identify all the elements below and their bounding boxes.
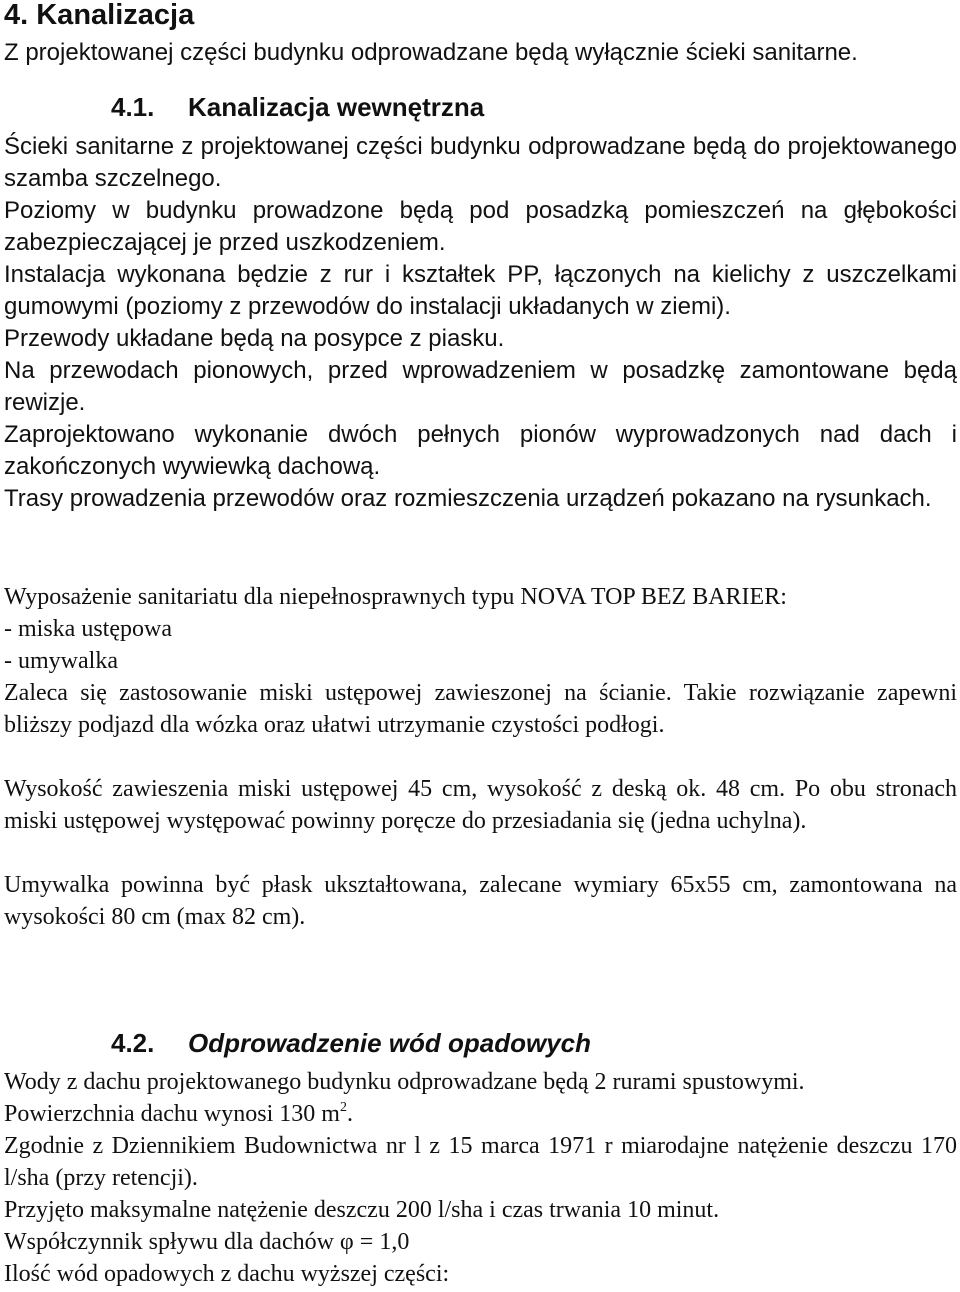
paragraph-vent-stacks: Zaprojektowano wykonanie dwóch pełnych pionów wyprowadzonych nad dach i zakończonych wywiewką dachową. [4,421,957,480]
paragraph-rain-intensity: Zgodnie z Dziennikiem Budownictwa nr l z 15 marca 1971 r miarodajne natężenie deszczu 170 l/sha (przy retencji). [4,1133,957,1191]
paragraph-installation: Instalacja wykonana będzie z rur i kształtek PP, łączonych na kielichy z uszczelkami gumowymi (poziomy z przewodów do instalacji układanych w ziemi). [4,261,957,320]
paragraph-downpipes: Wody z dachu projektowanego budynku odprowadzane będą 2 rurami spustowymi. [4,1069,805,1095]
paragraph-inspection: Na przewodach pionowych, przed wprowadzeniem w posadzkę zamontowane będą rewizje. [4,357,957,416]
subsection-title: Odprowadzenie wód opadowych [188,1028,592,1058]
sanitary-heading: Wyposażenie sanitariatu dla niepełnosprawnych typu NOVA TOP BEZ BARIER: [4,584,787,610]
paragraph-sand-bedding: Przewody układane będą na posypce z piasku. [4,325,505,352]
paragraph-routes: Trasy prowadzenia przewodów oraz rozmieszczenia urządzeń pokazano na rysunkach. [4,485,932,512]
subsection-number: 4.1. [111,92,155,122]
paragraph-wall-hung-toilet: Zaleca się zastosowanie miski ustępowej zawieszonej na ścianie. Takie rozwiązanie zapewni bliższy podjazd dla wózka oraz ułatwi utrzymanie czystości podłogi. [4,680,957,738]
section-heading-kanalizacja: 4. Kanalizacja [4,0,195,31]
intro-paragraph: Z projektowanej części budynku odprowadzane będą wyłącznie ścieki sanitarne. [4,39,858,66]
subsection-title: Kanalizacja wewnętrzna [188,92,485,122]
paragraph-runoff-coefficient: Współczynnik spływu dla dachów φ = 1,0 [4,1229,410,1255]
paragraph-rainwater-amount: Ilość wód opadowych z dachu wyższej części: [4,1261,450,1287]
paragraph-washbasin: Umywalka powinna być płask ukształtowana, zalecane wymiary 65x55 cm, zamontowana na wysokości 80 cm (max 82 cm). [4,872,957,930]
paragraph-sewage: Ścieki sanitarne z projektowanej części budynku odprowadzane będą do projektowanego szamba szczelnego. [4,133,957,192]
paragraph-horizontal-pipes: Poziomy w budynku prowadzone będą pod posadzką pomieszczeń na głębokości zabezpieczającej je przed uszkodzeniem. [4,197,957,256]
roof-area-superscript: 2 [339,1100,347,1115]
subsection-heading-4-2 [111,1027,591,1059]
roof-area-text: Powierzchnia dachu wynosi 130 m [4,1101,340,1127]
paragraph-max-intensity: Przyjęto maksymalne natężenie deszczu 200 l/sha i czas trwania 10 minut. [4,1197,720,1223]
paragraph-toilet-height: Wysokość zawieszenia miski ustępowej 45 cm, wysokość z deską ok. 48 cm. Po obu stronach miski ustępowej występować powinny poręcze do przesiadania się (jedna uchylna). [4,776,957,834]
roof-area-period: . [346,1101,353,1127]
paragraph-roof-area [4,1098,957,1130]
sanitary-item-washbasin: - umywalka [4,648,118,674]
subsection-heading-4-1 [111,91,484,123]
sanitary-item-toilet: - miska ustępowa [4,616,172,642]
subsection-number: 4.2. [111,1028,155,1058]
